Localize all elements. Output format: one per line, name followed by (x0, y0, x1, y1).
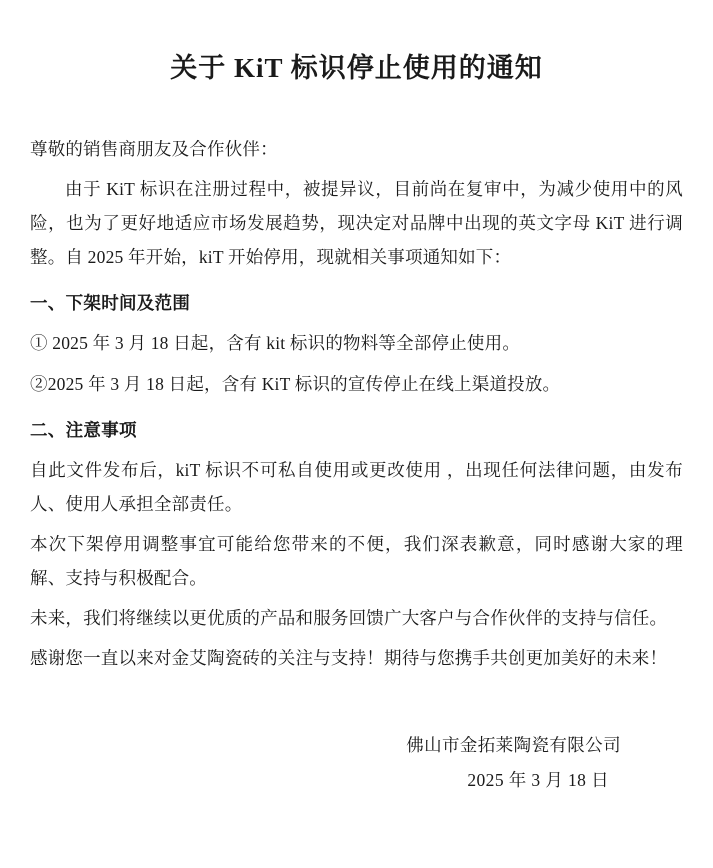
signature-company: 佛山市金拓莱陶瓷有限公司 (406, 734, 621, 755)
section-heading-2: 二、注意事项 (30, 419, 137, 440)
list-item: ① 2025 年 3 月 18 日起，含有 kit 标识的物料等全部停止使用。 (30, 333, 521, 354)
signature-date: 2025 年 3 月 18 日 (467, 769, 609, 790)
page-title: 关于 KiT 标识停止使用的通知 (170, 53, 543, 83)
notice-paragraph: 未来，我们将继续以更优质的产品和服务回馈广大客户与合作伙伴的支持与信任。 (30, 608, 668, 629)
signature-block (30, 728, 683, 798)
salutation: 尊敬的销售商朋友及合作伙伴： (30, 138, 278, 159)
notice-paragraph: 自此文件发布后，kiT 标识不可私自使用或更改使用 ，出现任何法律问题，由发布人、使用人承担全部责任。 (30, 459, 683, 514)
notice-paragraph: 感谢您一直以来对金艾陶瓷砖的关注与支持！期待与您携手共创更加美好的未来！ (30, 648, 668, 669)
intro-paragraph: 由于 KiT 标识在注册过程中，被提异议，目前尚在复审中，为减少使用中的风险，也为了更好地适应市场发展趋势，现决定对品牌中出现的英文字母 KiT 进行调整。自 2025 年开始，kiT 开始停用，现就相关事项通知如下： (30, 178, 683, 268)
list-item: ②2025 年 3 月 18 日起，含有 KiT 标识的宣传停止在线上渠道投放。 (30, 373, 561, 394)
section-heading-1: 一、下架时间及范围 (30, 293, 191, 314)
notice-paragraph: 本次下架停用调整事宜可能给您带来的不便，我们深表歉意，同时感谢大家的理解、支持与积极配合。 (30, 534, 683, 589)
document-body (30, 132, 683, 676)
